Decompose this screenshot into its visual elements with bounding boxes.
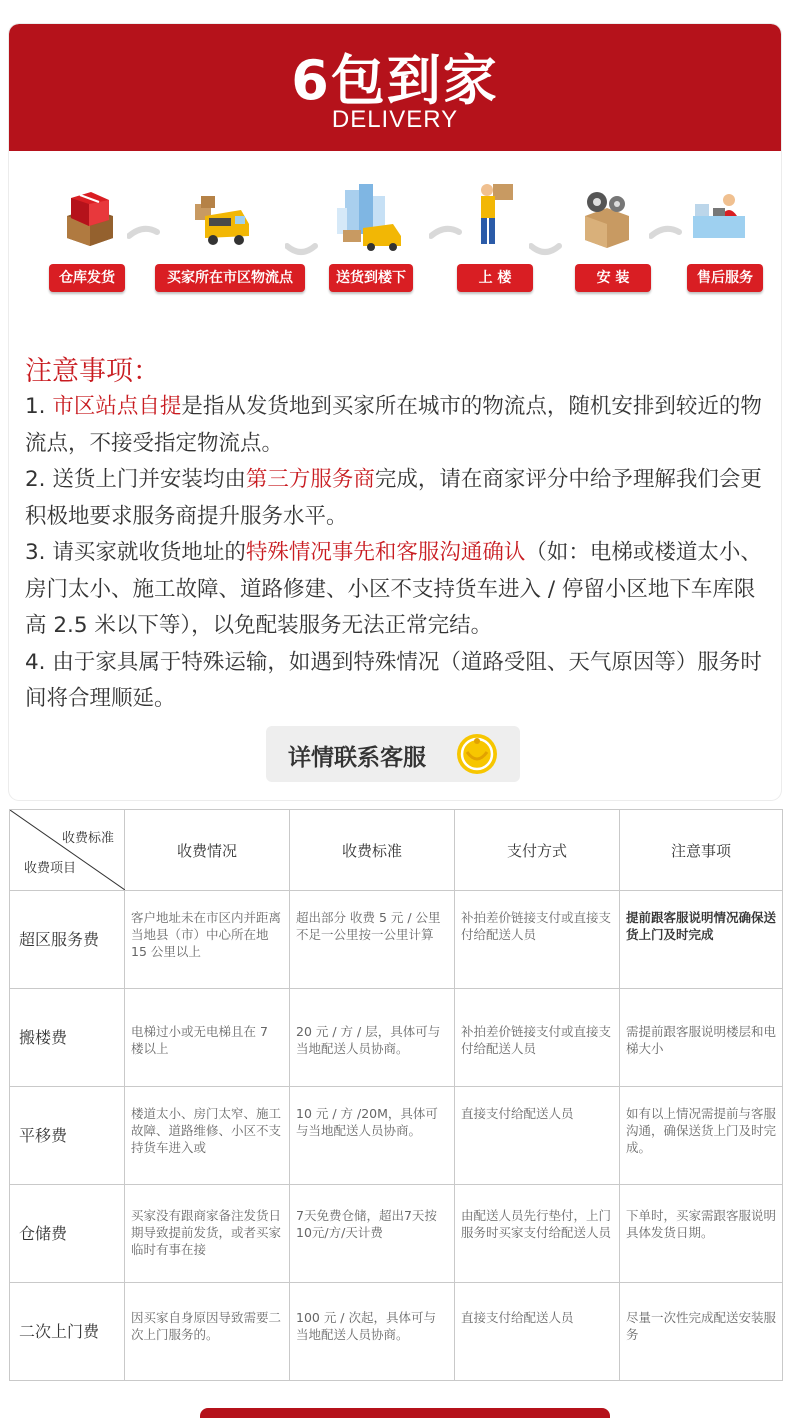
gears-box-icon bbox=[575, 186, 637, 248]
bottom-decor-bar bbox=[200, 1408, 610, 1418]
fee-item: 二次上门费 bbox=[10, 1283, 125, 1381]
step-label: 安 装 bbox=[575, 264, 651, 292]
fee-situation: 楼道太小、房门太窄、施工故障、道路维修、小区不支持货车进入或 bbox=[125, 1087, 290, 1185]
city-buildings-icon bbox=[329, 182, 409, 252]
column-header: 支付方式 bbox=[455, 810, 620, 891]
fee-payment: 由配送人员先行垫付，上门服务时买家支付给配送人员 bbox=[455, 1185, 620, 1283]
corner-header bbox=[10, 810, 125, 891]
delivery-card bbox=[9, 24, 781, 800]
column-header: 注意事项 bbox=[620, 810, 783, 891]
table-row bbox=[10, 1283, 783, 1381]
page-subtitle: DELIVERY bbox=[331, 106, 459, 133]
fee-standard: 超出部分 收费 5 元 / 公里 不足一公里按一公里计算 bbox=[290, 891, 455, 989]
table-row bbox=[10, 989, 783, 1087]
notes-title: 注意事项： bbox=[25, 356, 160, 387]
page-title: 6包到家 bbox=[291, 49, 499, 112]
red-package-icon bbox=[59, 186, 121, 248]
column-header: 收费标准 bbox=[290, 810, 455, 891]
step-label: 售后服务 bbox=[687, 264, 763, 292]
fee-item: 平移费 bbox=[10, 1087, 125, 1185]
contact-service-button[interactable] bbox=[266, 726, 520, 782]
step-downstairs bbox=[309, 174, 449, 304]
step-label: 仓库发货 bbox=[49, 264, 125, 292]
table-row bbox=[10, 891, 783, 989]
step-label: 买家所在市区物流点 bbox=[155, 264, 305, 292]
header-banner bbox=[9, 24, 781, 151]
fee-item: 搬楼费 bbox=[10, 989, 125, 1087]
step-local-logistics bbox=[149, 174, 293, 304]
delivery-steps bbox=[9, 174, 781, 324]
corner-top-label: 收费标准 bbox=[61, 831, 114, 846]
fee-situation: 客户地址未在市区内并距离当地县（市）中心所在地 15 公里以上 bbox=[125, 891, 290, 989]
note-item: 1. 市区站点自提是指从发货地到买家所在城市的物流点，随机安排到较近的物流点，不接受指定物流点。 bbox=[25, 394, 762, 456]
fee-standard: 100 元 / 次起，具体可与当地配送人员协商。 bbox=[290, 1283, 455, 1381]
fee-note: 提前跟客服说明情况确保送货上门及时完成 bbox=[620, 891, 783, 989]
corner-bottom-label: 收费项目 bbox=[24, 861, 77, 876]
note-item: 2. 送货上门并安装均由第三方服务商完成，请在商家评分中给予理解我们会更积极地要求服务商提升服务水平。 bbox=[25, 467, 762, 529]
step-label: 送货到楼下 bbox=[329, 264, 413, 292]
fee-standard: 7天免费仓储，超出7天按10元/方/天计费 bbox=[290, 1185, 455, 1283]
column-header: 收费情况 bbox=[125, 810, 290, 891]
fee-item: 超区服务费 bbox=[10, 891, 125, 989]
note-item: 3. 请买家就收货地址的特殊情况事先和客服沟通确认（如：电梯或楼道太小、房门太小、施工故障、道路修建、小区不支持货车进入 / 停留小区地下车库限高 2.5 米以下等），以免配装服务无法正常完结。 bbox=[25, 540, 762, 638]
fee-note: 尽量一次性完成配送安装服务 bbox=[620, 1283, 783, 1381]
fee-note: 下单时，买家需跟客服说明具体发货日期。 bbox=[620, 1185, 783, 1283]
fee-standard: 10 元 / 方 /20M，具体可与当地配送人员协商。 bbox=[290, 1087, 455, 1185]
fee-table bbox=[9, 809, 783, 1381]
fee-payment: 补拍差价链接支付或直接支付给配送人员 bbox=[455, 891, 620, 989]
customer-service-desk-icon bbox=[689, 186, 751, 248]
note-item: 4. 由于家具属于特殊运输，如遇到特殊情况（道路受阻、天气原因等）服务时间将合理顺延。 bbox=[25, 649, 762, 711]
notes-list bbox=[25, 389, 770, 718]
fee-payment: 直接支付给配送人员 bbox=[455, 1283, 620, 1381]
fee-payment: 直接支付给配送人员 bbox=[455, 1087, 620, 1185]
worker-carrying-box-icon bbox=[465, 180, 527, 252]
fee-standard: 20 元 / 方 / 层，具体可与当地配送人员协商。 bbox=[290, 989, 455, 1087]
fee-situation: 买家没有跟商家备注发货日期导致提前发货，或者买家临时有事在接 bbox=[125, 1185, 290, 1283]
table-row bbox=[10, 1185, 783, 1283]
fee-payment: 补拍差价链接支付或直接支付给配送人员 bbox=[455, 989, 620, 1087]
step-after-sales bbox=[673, 174, 781, 304]
fee-note: 需提前跟客服说明楼层和电梯大小 bbox=[620, 989, 783, 1087]
table-header-row bbox=[10, 810, 783, 891]
step-label: 上 楼 bbox=[457, 264, 533, 292]
fee-situation: 因买家自身原因导致需要二次上门服务的。 bbox=[125, 1283, 290, 1381]
diagonal-divider bbox=[10, 810, 125, 890]
fee-note: 如有以上情况需提前与客服沟通，确保送货上门及时完成。 bbox=[620, 1087, 783, 1185]
bell-icon bbox=[455, 732, 499, 776]
arrow-down-right-icon bbox=[529, 240, 563, 260]
fee-situation: 电梯过小或无电梯且在 7 楼以上 bbox=[125, 989, 290, 1087]
fee-item: 仓储费 bbox=[10, 1185, 125, 1283]
table-row bbox=[10, 1087, 783, 1185]
contact-service-label: 详情联系客服 bbox=[288, 745, 426, 771]
delivery-truck-icon bbox=[191, 186, 253, 248]
